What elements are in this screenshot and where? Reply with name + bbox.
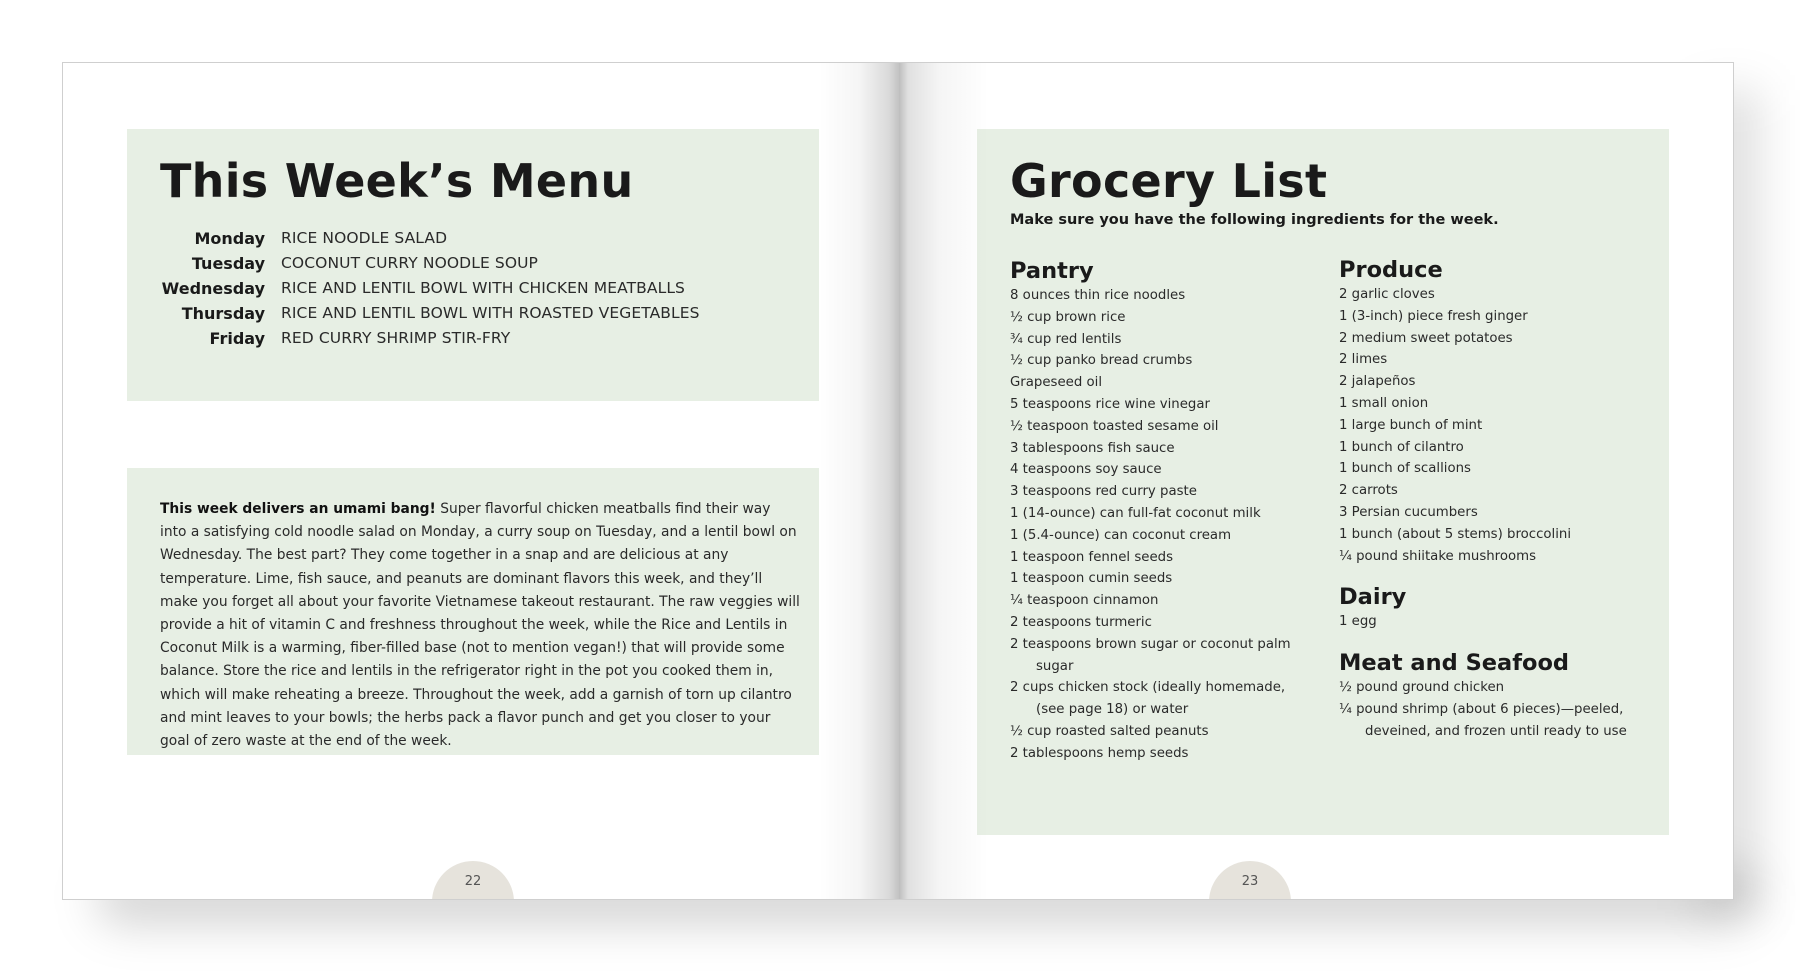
menu-day: Friday xyxy=(209,329,265,348)
menu-row xyxy=(127,254,819,280)
menu-day: Wednesday xyxy=(161,279,265,298)
produce-list xyxy=(1339,284,1639,567)
list-item: ½ cup brown rice xyxy=(1010,309,1126,325)
produce-heading: Produce xyxy=(1339,257,1443,283)
list-item: 3 Persian cucumbers xyxy=(1339,504,1478,520)
gutter-shadow xyxy=(819,63,899,899)
menu-day: Thursday xyxy=(181,304,265,323)
meat-seafood-list xyxy=(1339,677,1639,742)
list-item: 2 teaspoons turmeric xyxy=(1010,614,1152,630)
grocery-panel xyxy=(977,129,1669,835)
page-number: 22 xyxy=(464,874,482,889)
meat-seafood-heading: Meat and Seafood xyxy=(1339,650,1570,677)
list-item: 4 teaspoons soy sauce xyxy=(1010,462,1162,478)
left-page xyxy=(63,63,899,899)
list-item: 2 jalapeños xyxy=(1339,374,1416,390)
menu-panel xyxy=(127,129,819,401)
list-item: 1 teaspoon fennel seeds xyxy=(1010,549,1173,565)
list-item: 1 egg xyxy=(1339,614,1377,630)
list-item: ½ cup roasted salted peanuts xyxy=(1010,723,1209,739)
intro-paragraph xyxy=(160,498,800,753)
list-item: 2 carrots xyxy=(1339,483,1398,499)
pantry-column xyxy=(1010,257,1300,765)
list-item: 1 bunch of cilantro xyxy=(1339,439,1464,455)
list-item: ¼ teaspoon cinnamon xyxy=(1010,593,1159,609)
menu-row xyxy=(127,279,819,305)
list-item: ½ teaspoon toasted sesame oil xyxy=(1010,418,1219,434)
intro-lead: This week delivers an umami bang! xyxy=(160,501,436,517)
pantry-list xyxy=(1010,285,1300,765)
list-item: 2 cups chicken stock (ideally homemade, (see page 18) or water xyxy=(1010,680,1286,718)
list-item: ½ pound ground chicken xyxy=(1339,680,1505,696)
menu-day: Tuesday xyxy=(191,254,265,273)
list-item: 1 small onion xyxy=(1339,395,1429,411)
list-item: 2 medium sweet potatoes xyxy=(1339,330,1513,346)
gutter-shadow xyxy=(899,63,989,899)
list-item: ¾ cup red lentils xyxy=(1010,331,1122,347)
book-spread xyxy=(62,62,1734,900)
list-item: 2 limes xyxy=(1339,352,1388,368)
right-page xyxy=(899,63,1733,899)
list-item: 3 tablespoons fish sauce xyxy=(1010,440,1175,456)
intro-body: Super flavorful chicken meatballs find their way into a satisfying cold noodle salad on Monday, a curry soup on Tuesday, and a lentil bowl on Wednesday. The best part? They come together in a snap and are delicious at any temperature. Lime, fish sauce, and peanuts are dominant flavors this week, and they’ll make you forget all about your favorite Vietnamese takeout restaurant. The raw veggies will provide a hit of vitamin C and freshness throughout the week, while the Rice and Lentils in Coconut Milk is a warming, fiber-filled base (not to mention vegan!) that will provide some balance. Store the rice and lentils in the refrigerator right in the pot you cooked them in, which will make reheating a breeze. Throughout the week, add a garnish of torn up cilantro and mint leaves to your bowls; the herbs pack a flavor punch and get you closer to your goal of zero waste at the end of the week. xyxy=(160,501,800,750)
menu-day: Monday xyxy=(194,229,265,248)
menu-dish: RICE AND LENTIL BOWL WITH CHICKEN MEATBALLS xyxy=(281,279,685,297)
menu-title: This Week’s Menu xyxy=(160,154,634,208)
page-number: 23 xyxy=(1241,874,1259,889)
list-item: ¼ pound shrimp (about 6 pieces)—peeled, deveined, and frozen until ready to use xyxy=(1339,701,1627,739)
list-item: 8 ounces thin rice noodles xyxy=(1010,288,1186,303)
list-item: 2 teaspoons brown sugar or coconut palm sugar xyxy=(1010,636,1291,674)
menu-dish: COCONUT CURRY NOODLE SOUP xyxy=(281,254,539,272)
grocery-title: Grocery List xyxy=(1010,154,1328,208)
fresh-column xyxy=(1339,256,1639,743)
list-item: 1 (14-ounce) can full-fat coconut milk xyxy=(1010,505,1261,521)
list-item: 1 (5.4-ounce) can coconut cream xyxy=(1010,527,1232,543)
pantry-heading: Pantry xyxy=(1010,258,1094,284)
list-item: ¼ pound shiitake mushrooms xyxy=(1339,548,1537,564)
list-item: 2 tablespoons hemp seeds xyxy=(1010,745,1189,761)
list-item: 3 teaspoons red curry paste xyxy=(1010,484,1197,500)
menu-dish: RED CURRY SHRIMP STIR-FRY xyxy=(281,329,511,347)
menu-dish: RICE NOODLE SALAD xyxy=(281,229,448,247)
list-item: Grapeseed oil xyxy=(1010,375,1103,391)
grocery-subtitle: Make sure you have the following ingredients for the week. xyxy=(1010,212,1499,228)
menu-row xyxy=(127,304,819,330)
list-item: 1 large bunch of mint xyxy=(1339,417,1483,433)
menu-dish: RICE AND LENTIL BOWL WITH ROASTED VEGETABLES xyxy=(281,304,700,322)
list-item: 5 teaspoons rice wine vinegar xyxy=(1010,396,1210,412)
list-item: 1 bunch (about 5 stems) broccolini xyxy=(1339,526,1572,542)
list-item: 2 garlic cloves xyxy=(1339,287,1435,302)
dairy-heading: Dairy xyxy=(1339,584,1407,611)
list-item: ½ cup panko bread crumbs xyxy=(1010,353,1193,369)
intro-panel xyxy=(127,468,819,755)
menu-row xyxy=(127,229,819,255)
menu-row xyxy=(127,329,819,355)
dairy-list xyxy=(1339,611,1639,633)
list-item: 1 (3-inch) piece fresh ginger xyxy=(1339,308,1528,324)
list-item: 1 teaspoon cumin seeds xyxy=(1010,571,1173,587)
list-item: 1 bunch of scallions xyxy=(1339,461,1471,477)
